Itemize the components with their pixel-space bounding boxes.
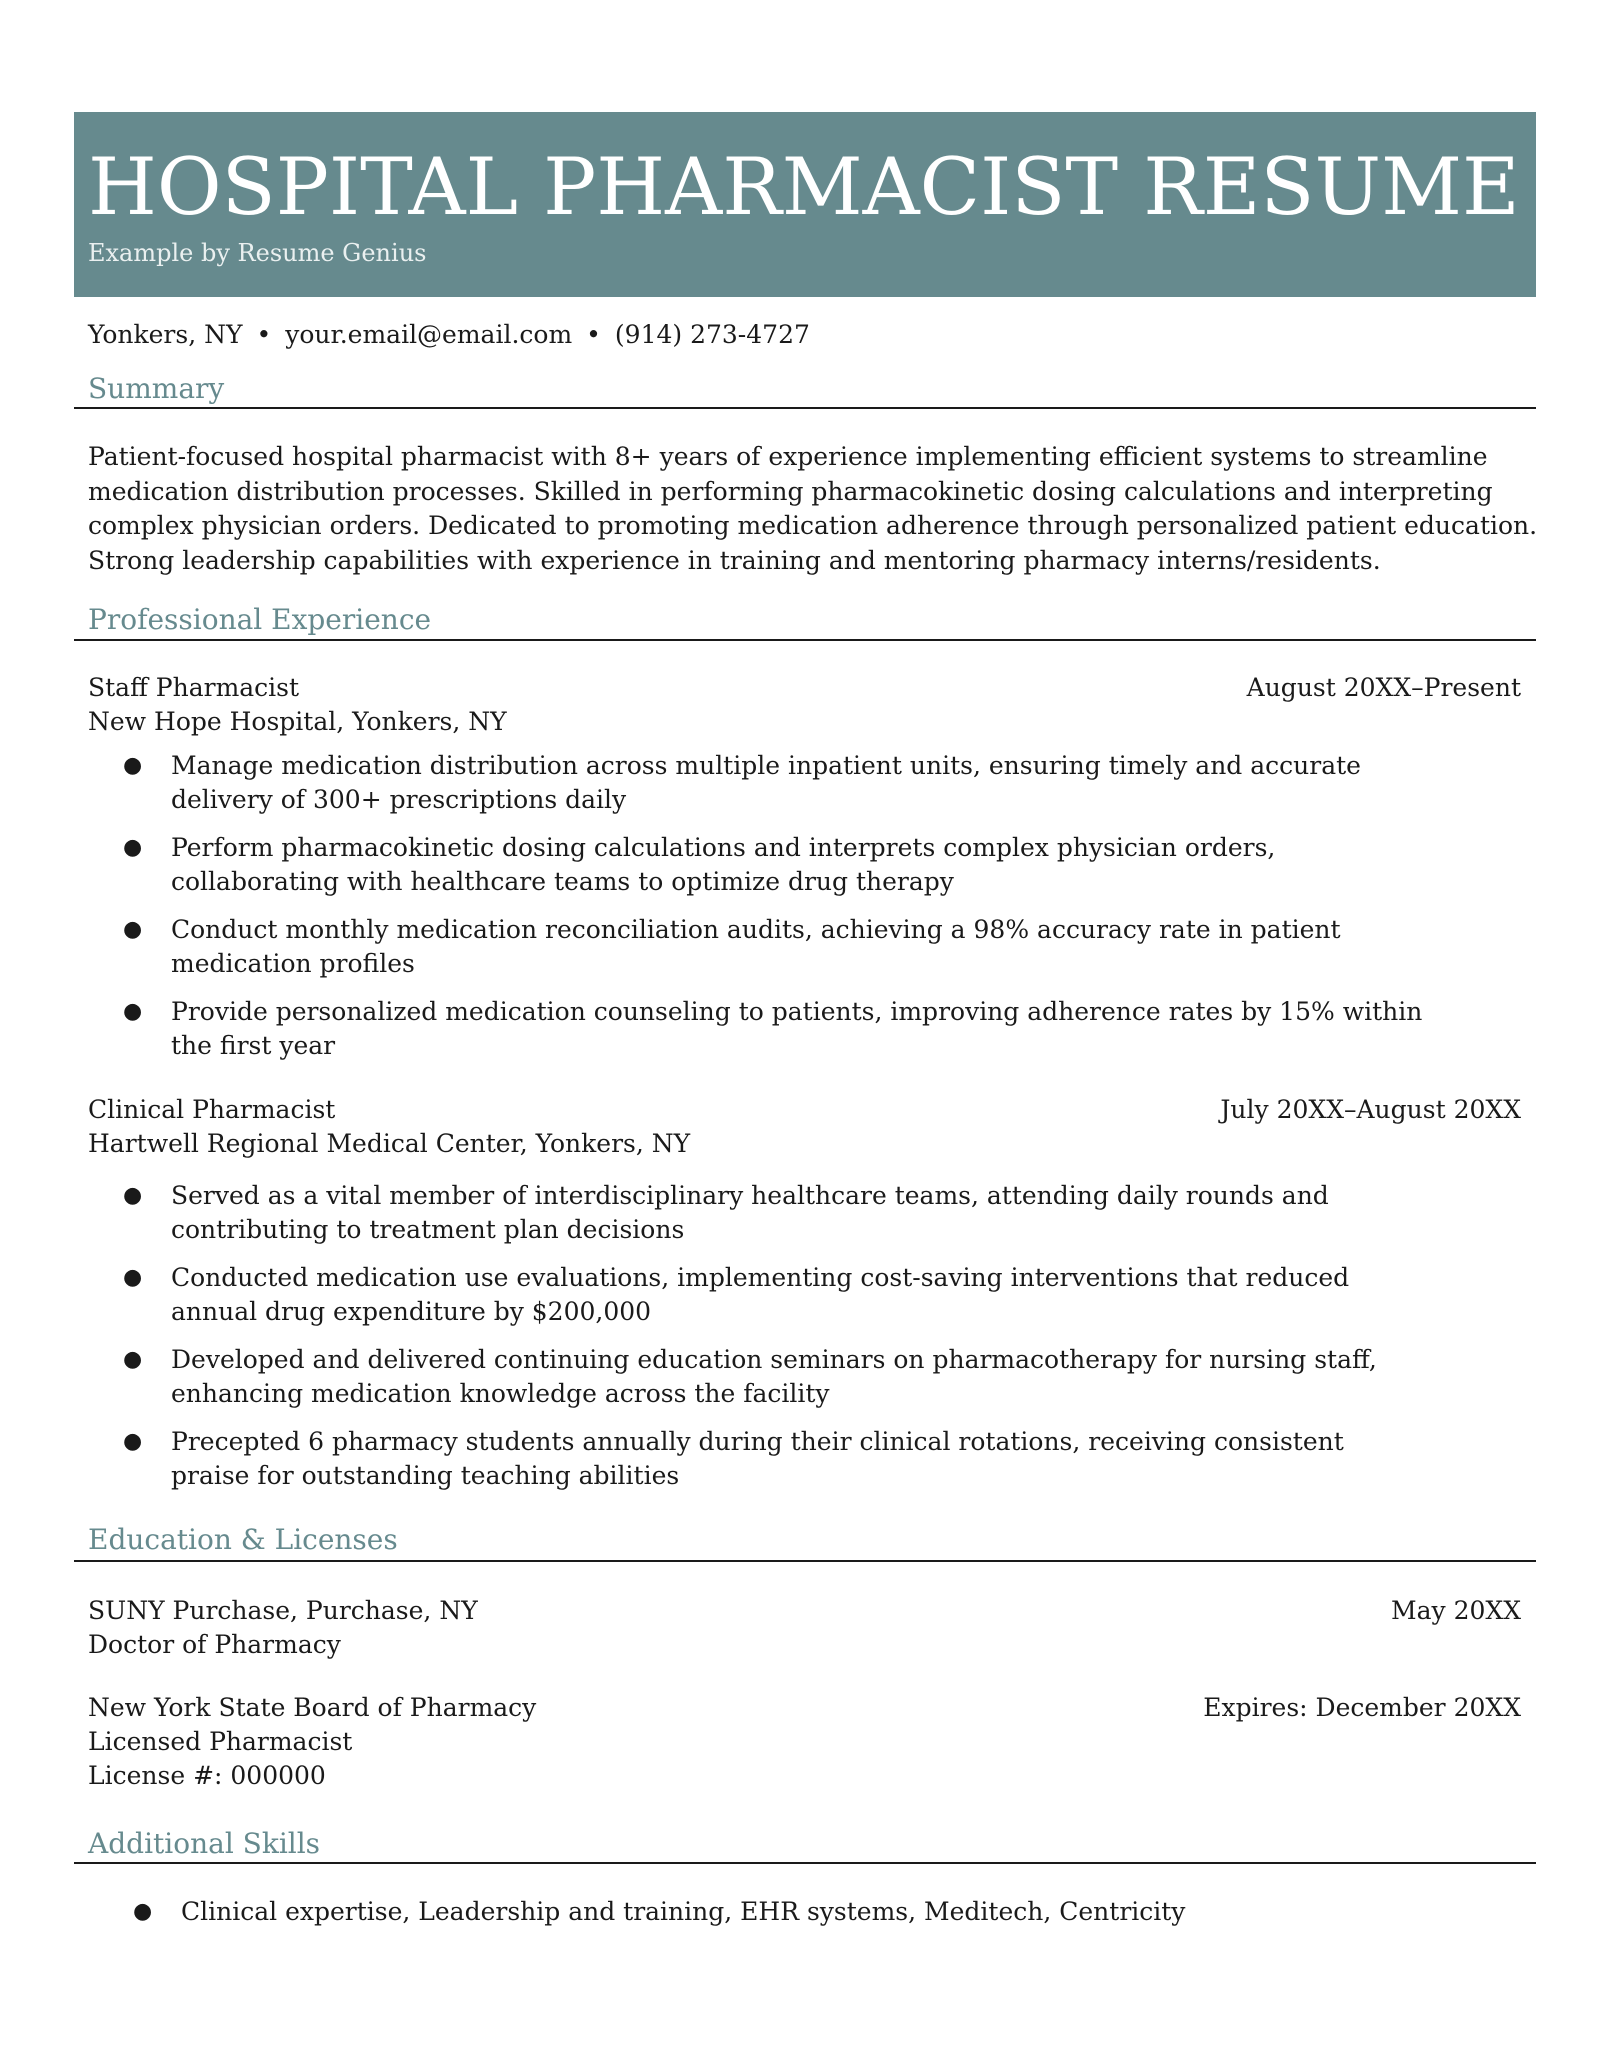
bullet-line: Developed and delivered continuing education seminars on pharmacotherapy for nursing staff, — [171, 1345, 1377, 1374]
list-item — [0, 749, 1600, 817]
job-title: Staff Pharmacist — [88, 673, 300, 702]
bullet-icon: ● — [123, 1183, 143, 1208]
list-item — [0, 995, 1600, 1063]
bullet-line: collaborating with healthcare teams to optimize drug therapy — [171, 867, 954, 896]
bullet-icon: ● — [123, 917, 143, 942]
education-institution: SUNY Purchase, Purchase, NY — [88, 1596, 478, 1625]
education-date: May 20XX — [1391, 1596, 1521, 1625]
bullet-line: delivery of 300+ prescriptions daily — [171, 785, 627, 814]
bullet-line: enhancing medication knowledge across the facility — [171, 1379, 830, 1408]
bullet-line: annual drug expenditure by $200,000 — [171, 1297, 652, 1326]
education-divider — [74, 1560, 1536, 1562]
summary-paragraph — [88, 440, 1538, 578]
bullet-icon: ● — [123, 1265, 143, 1290]
license-number: License #: 000000 — [88, 1761, 326, 1790]
summary-divider — [74, 407, 1536, 409]
bullet-line: Perform pharmacokinetic dosing calculations and interprets complex physician orders, — [171, 833, 1276, 862]
contact-line — [88, 320, 810, 350]
bullet-line: Provide personalized medication counseling to patients, improving adherence rates by 15% within — [171, 997, 1423, 1026]
bullet-line: praise for outstanding teaching abilities — [171, 1461, 680, 1490]
bullet-icon: ● — [123, 1429, 143, 1454]
list-item — [0, 1179, 1600, 1247]
skills-list — [0, 1895, 1600, 1943]
bullet-line: Conducted medication use evaluations, implementing cost-saving interventions that reduced — [171, 1263, 1350, 1292]
bullet-line: the first year — [171, 1031, 336, 1060]
bullet-icon: ● — [123, 753, 143, 778]
job-dates: August 20XX–Present — [1246, 673, 1521, 702]
resume-subtitle: Example by Resume Genius — [88, 239, 427, 267]
resume-title: HOSPITAL PHARMACIST RESUME — [88, 141, 1520, 233]
bullet-line: contributing to treatment plan decisions — [171, 1215, 685, 1244]
header-banner — [74, 112, 1536, 297]
license-title: Licensed Pharmacist — [88, 1727, 353, 1756]
bullet-icon: ● — [123, 1347, 143, 1372]
contact-separator: • — [256, 320, 272, 349]
bullet-line: medication profiles — [171, 949, 415, 978]
list-item — [0, 1425, 1600, 1493]
license-issuer: New York State Board of Pharmacy — [88, 1693, 537, 1722]
list-item — [0, 1895, 1600, 1929]
license-expiry: Expires: December 20XX — [1203, 1693, 1521, 1722]
job-employer: New Hope Hospital, Yonkers, NY — [88, 707, 507, 736]
list-item — [0, 913, 1600, 981]
education-degree: Doctor of Pharmacy — [88, 1630, 341, 1659]
job-bullet-list — [0, 749, 1600, 1077]
summary-line: medication distribution processes. Skilled in performing pharmacokinetic dosing calculations and interpreting — [88, 476, 1493, 506]
summary-line: complex physician orders. Dedicated to promoting medication adherence through personalized patient education. — [88, 511, 1538, 540]
list-item — [0, 1343, 1600, 1411]
job-bullet-list — [0, 1179, 1600, 1507]
summary-line: Strong leadership capabilities with experience in training and mentoring pharmacy interns/residents. — [88, 545, 1381, 575]
contact-separator: • — [586, 320, 601, 349]
bullet-line: Precepted 6 pharmacy students annually during their clinical rotations, receiving consistent — [171, 1427, 1344, 1456]
job-title: Clinical Pharmacist — [88, 1095, 336, 1124]
bullet-icon: ● — [133, 1899, 153, 1924]
job-employer: Hartwell Regional Medical Center, Yonkers, NY — [88, 1129, 691, 1158]
bullet-icon: ● — [123, 835, 143, 860]
summary-heading: Summary — [88, 372, 225, 405]
bullet-icon: ● — [123, 999, 143, 1024]
job-dates: July 20XX–August 20XX — [1220, 1095, 1521, 1124]
contact-email[interactable]: your.email@email.com — [285, 320, 573, 349]
bullet-line: Conduct monthly medication reconciliation audits, achieving a 98% accuracy rate in patient — [171, 915, 1341, 944]
contact-phone[interactable]: (914) 273-4727 — [614, 320, 810, 349]
skills-line: Clinical expertise, Leadership and training, EHR systems, Meditech, Centricity — [181, 1897, 1186, 1926]
experience-heading: Professional Experience — [88, 603, 432, 636]
skills-heading: Additional Skills — [88, 1827, 321, 1860]
contact-location: Yonkers, NY — [88, 320, 243, 349]
bullet-line: Manage medication distribution across multiple inpatient units, ensuring timely and accurate — [171, 751, 1361, 780]
skills-divider — [74, 1862, 1536, 1864]
list-item — [0, 831, 1600, 899]
education-heading: Education & Licenses — [88, 1523, 398, 1556]
list-item — [0, 1261, 1600, 1329]
experience-divider — [74, 639, 1536, 641]
summary-line: Patient-focused hospital pharmacist with 8+ years of experience implementing efficient systems to streamline — [88, 442, 1488, 471]
bullet-line: Served as a vital member of interdisciplinary healthcare teams, attending daily rounds and — [171, 1181, 1329, 1210]
